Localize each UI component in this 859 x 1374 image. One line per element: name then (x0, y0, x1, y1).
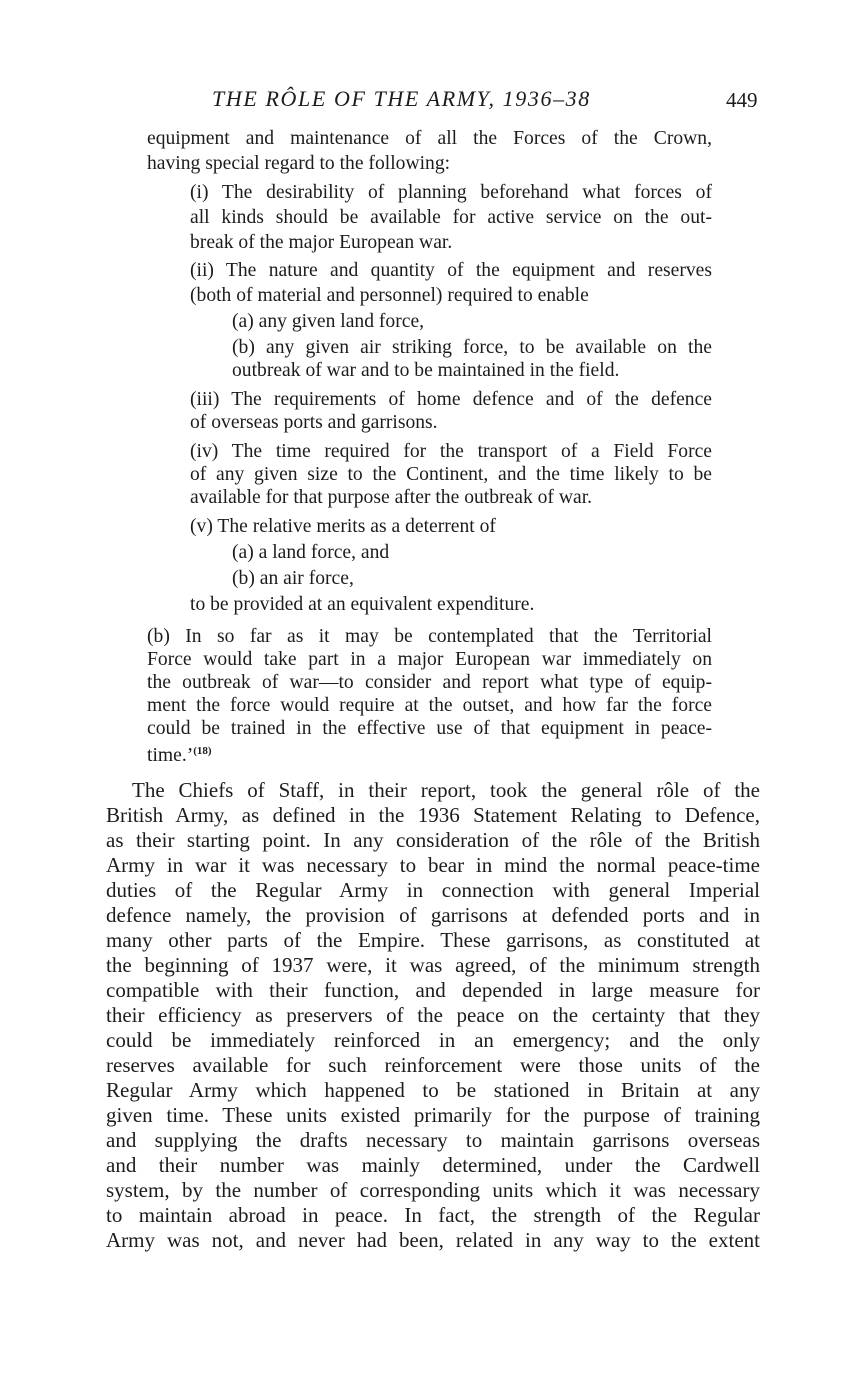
body-line: British Army, as defined in the 1936 Statement Relating to Defence, (106, 803, 760, 827)
quote-intro-line: having special regard to the following: (147, 153, 451, 174)
item-v: (v) The relative merits as a deterrent of (190, 516, 496, 537)
item-i-line: break of the major European war. (190, 232, 453, 253)
item-v-a: (a) a land force, and (232, 542, 390, 563)
body-line: and their number was mainly determined, under the Cardwell (106, 1153, 760, 1177)
item-ii-line: (both of material and personnel) required to enable (190, 285, 589, 306)
body-line: given time. These units existed primarily for the purpose of training (106, 1103, 760, 1127)
body-line: The Chiefs of Staff, in their report, took the general rôle of the (132, 778, 760, 802)
item-iii-line: of overseas ports and garrisons. (190, 412, 438, 433)
item-i-line: (i) The desirability of planning beforehand what forces of (190, 182, 712, 203)
body-line: could be immediately reinforced in an emergency; and the only (106, 1028, 760, 1052)
body-line: duties of the Regular Army in connection with general Imperial (106, 878, 760, 902)
running-title: THE RÔLE OF THE ARMY, 1936–38 (212, 86, 591, 111)
para-b-line: could be trained in the effective use of that equipment in peace- (147, 718, 712, 739)
body-line: Regular Army which happened to be stationed in Britain at any (106, 1078, 760, 1102)
item-ii-line: (ii) The nature and quantity of the equipment and reserves (190, 260, 712, 281)
quote-intro-line: equipment and maintenance of all the Forces of the Crown, (147, 128, 712, 149)
item-v-conclusion: to be provided at an equivalent expenditure. (190, 594, 535, 615)
item-iv-line: available for that purpose after the outbreak of war. (190, 487, 593, 508)
body-line: as their starting point. In any consideration of the rôle of the British (106, 828, 760, 852)
item-v-b: (b) an air force, (232, 568, 354, 589)
body-line: system, by the number of corresponding units which it was necessary (106, 1178, 760, 1202)
para-b-text: time.’ (147, 745, 194, 766)
item-iii-line: (iii) The requirements of home defence and of the defence (190, 389, 712, 410)
body-line: reserves available for such reinforcement were those units of the (106, 1053, 760, 1077)
item-ii-a: (a) any given land force, (232, 311, 425, 332)
item-i-line: all kinds should be available for active service on the out- (190, 207, 712, 228)
para-b-line: (b) In so far as it may be contemplated that the Territorial (147, 626, 712, 647)
para-b-line: Force would take part in a major European war immediately on (147, 649, 712, 670)
body-line: Army in war it was necessary to bear in mind the normal peace-time (106, 853, 760, 877)
body-line: to maintain abroad in peace. In fact, the strength of the Regular (106, 1203, 760, 1227)
item-iv-line: (iv) The time required for the transport of a Field Force (190, 441, 712, 462)
para-b-final-line (147, 739, 712, 768)
body-line: many other parts of the Empire. These garrisons, as constituted at (106, 928, 760, 952)
para-b-line: ment the force would require at the outset, and how far the force (147, 695, 712, 716)
footnote-reference[interactable]: (18) (193, 745, 212, 757)
body-line: their efficiency as preservers of the peace on the certainty that they (106, 1003, 760, 1027)
body-line: defence namely, the provision of garrisons at defended ports and in (106, 903, 760, 927)
body-line: the beginning of 1937 were, it was agreed, of the minimum strength (106, 953, 760, 977)
body-line: and supplying the drafts necessary to maintain garrisons overseas (106, 1128, 760, 1152)
para-b-line: the outbreak of war—to consider and report what type of equip- (147, 672, 712, 693)
body-line: Army was not, and never had been, related in any way to the extent (106, 1228, 760, 1252)
item-ii-b-line: (b) any given air striking force, to be available on the (232, 337, 712, 358)
item-ii-b-line: outbreak of war and to be maintained in the field. (232, 360, 620, 381)
item-iv-line: of any given size to the Continent, and the time likely to be (190, 464, 712, 485)
body-line: compatible with their function, and depended in large measure for (106, 978, 760, 1002)
page-number: 449 (726, 88, 758, 112)
